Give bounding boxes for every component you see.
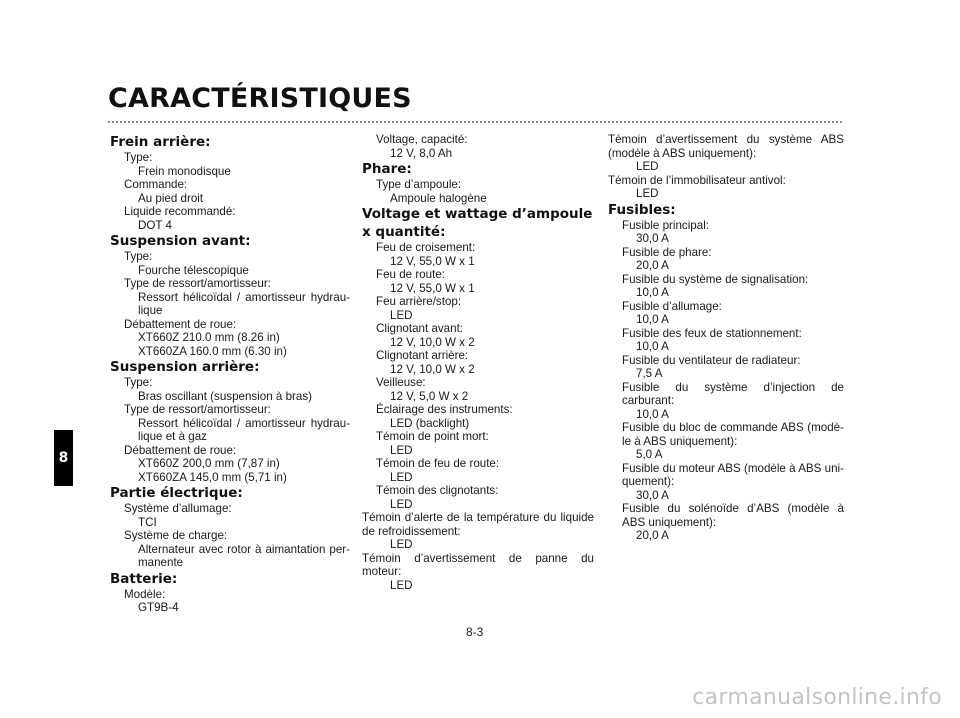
spec-label: Témoin des clignotants:: [376, 484, 499, 497]
spec-label: Fusible du solénoïde d’ABS (modèle à ABS uniquement):: [622, 502, 844, 529]
spec-value: Bras oscillant (suspension à bras): [138, 389, 312, 403]
spec-label: Débattement de roue:: [124, 443, 237, 457]
section-heading-phare: Phare:: [362, 161, 412, 177]
spec-value: LED: [390, 538, 413, 551]
spec-value: Au pied droit: [138, 191, 204, 205]
spec-value: 20,0 A: [636, 259, 669, 272]
spec-column-1: [110, 133, 350, 615]
section-heading-suspension-arriere: Suspension arrière:: [110, 359, 260, 375]
spec-value: LED (backlight): [390, 416, 470, 430]
spec-value: 12 V, 55,0 W x 1: [390, 281, 475, 295]
spec-value: Frein monodisque: [138, 164, 231, 178]
spec-label: Type:: [124, 376, 153, 389]
spec-label: Modèle:: [124, 587, 166, 601]
spec-value: DOT 4: [138, 218, 172, 232]
spec-value: 30,0 A: [636, 232, 669, 245]
spec-value: LED: [390, 443, 413, 457]
spec-label: Veilleuse:: [376, 376, 426, 389]
spec-value: LED: [390, 578, 413, 592]
spec-value: 12 V, 55,0 W x 1: [390, 254, 475, 268]
spec-label: Éclairage des instruments:: [376, 403, 513, 416]
spec-value: TCI: [138, 515, 157, 529]
spec-value: XT660Z 210.0 mm (8.26 in): [138, 331, 280, 344]
spec-label: Clignotant avant:: [376, 322, 464, 335]
section-heading-batterie: Batterie:: [110, 570, 178, 587]
spec-label: Type de ressort/amortisseur:: [124, 277, 271, 290]
spec-label: Système d’allumage:: [124, 502, 232, 515]
section-heading-suspension-avant: Suspension avant:: [110, 233, 251, 249]
site-watermark: carmanualsonline.info: [692, 685, 942, 710]
spec-column-3: [608, 133, 844, 543]
spec-value: LED: [390, 308, 413, 322]
spec-label: Système de charge:: [124, 529, 228, 542]
spec-value: LED: [390, 470, 413, 484]
spec-value: 20,0 A: [636, 529, 669, 542]
spec-value: 12 V, 10,0 W x 2: [390, 362, 475, 376]
spec-label: Fusible de phare:: [622, 245, 712, 259]
spec-label: Témoin d’avertissement du système ABS (modèle à ABS uniquement):: [608, 133, 844, 160]
spec-label: Fusible du ventilateur de radiateur:: [622, 353, 801, 367]
spec-label: Témoin d’avertissement de panne du moteur:: [362, 551, 594, 578]
spec-label: Type:: [124, 250, 153, 263]
spec-value: 12 V, 8,0 Ah: [390, 146, 453, 160]
spec-label: Liquide recommandé:: [124, 205, 236, 218]
spec-value: 7,5 A: [636, 367, 663, 380]
spec-label: Type:: [124, 151, 153, 164]
spec-label: Fusible des feux de stationnement:: [622, 326, 802, 340]
spec-value: XT660ZA 160.0 mm (6.30 in): [138, 344, 287, 358]
spec-label: Fusible du système de signalisation:: [622, 272, 809, 286]
spec-label: Type de ressort/amortisseur:: [124, 403, 271, 416]
spec-label: Voltage, capacité:: [376, 133, 468, 146]
spec-value: Ampoule halogène: [390, 191, 487, 205]
section-heading-frein-arriere: Frein arrière:: [110, 134, 211, 150]
spec-value: 12 V, 5,0 W x 2: [390, 389, 469, 403]
spec-value: LED: [390, 497, 413, 511]
spec-label: Commande:: [124, 178, 188, 191]
spec-label: Témoin de point mort:: [376, 430, 489, 443]
spec-value: Ressort hélicoïdal / amortisseur hydrau-lique: [138, 290, 350, 317]
spec-label: Témoin d’alerte de la température du liquide de refroidissement:: [362, 511, 594, 538]
spec-value: 10,0 A: [636, 407, 669, 421]
spec-value: 10,0 A: [636, 286, 669, 299]
spec-label: Témoin de l’immobilisateur antivol:: [608, 173, 786, 187]
spec-value: 10,0 A: [636, 313, 669, 326]
spec-label: Type d’ampoule:: [376, 178, 462, 191]
spec-label: Fusible principal:: [622, 218, 709, 232]
spec-value: 5,0 A: [636, 448, 663, 461]
spec-value: 10,0 A: [636, 340, 669, 353]
spec-label: Feu de route:: [376, 268, 445, 281]
spec-value: XT660ZA 145,0 mm (5,71 in): [138, 470, 287, 484]
spec-value: GT9B-4: [138, 601, 179, 614]
spec-label: Fusible du bloc de commande ABS (modè-le à ABS uniquement):: [622, 421, 844, 448]
spec-label: Témoin de feu de route:: [376, 457, 500, 470]
section-heading-ampoules: Voltage et wattage d’ampoule x quantité:: [362, 206, 593, 240]
spec-value: LED: [636, 187, 659, 200]
spec-value: Ressort hélicoïdal / amortisseur hydrau-lique et à gaz: [138, 416, 350, 443]
section-heading-partie-electrique: Partie électrique:: [110, 485, 243, 501]
section-heading-fusibles: Fusibles:: [608, 201, 676, 218]
page-title: CARACTÉRISTIQUES: [108, 83, 412, 114]
spec-value: Alternateur avec rotor à aimantation per-manente: [138, 542, 350, 569]
spec-label: Fusible du moteur ABS (modèle à ABS uni-quement):: [622, 461, 844, 488]
spec-value: XT660Z 200,0 mm (7,87 in): [138, 457, 280, 470]
spec-label: Clignotant arrière:: [376, 349, 469, 362]
spec-column-2: [362, 133, 594, 592]
spec-value: 30,0 A: [636, 488, 669, 502]
spec-value: Fourche télescopique: [138, 263, 249, 277]
spec-label: Feu de croisement:: [376, 241, 476, 254]
spec-label: Fusible d’allumage:: [622, 299, 722, 313]
spec-value: LED: [636, 160, 659, 173]
spec-value: 12 V, 10,0 W x 2: [390, 335, 475, 349]
page-number: 8-3: [466, 625, 484, 639]
spec-label: Feu arrière/stop:: [376, 295, 462, 308]
title-divider: [108, 121, 842, 123]
chapter-tab: 8: [54, 430, 73, 486]
spec-label: Fusible du système d’injection de carburant:: [622, 380, 844, 407]
spec-label: Débattement de roue:: [124, 317, 237, 331]
